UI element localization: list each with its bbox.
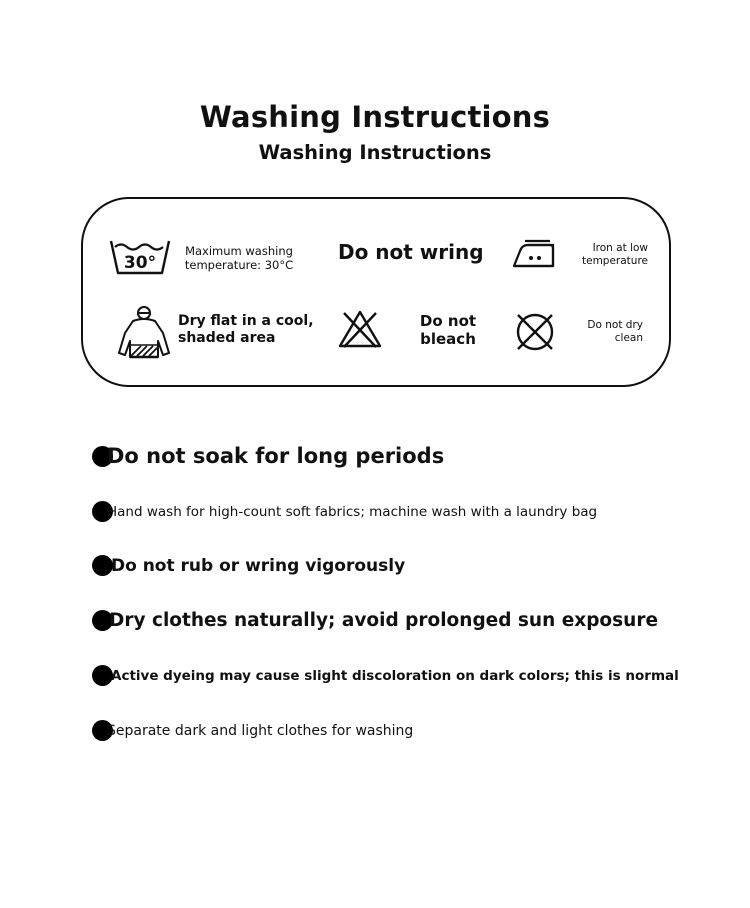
rule-text: Dry clothes naturally; avoid prolonged sun exposure bbox=[109, 610, 658, 631]
rule-item bbox=[92, 720, 413, 741]
no-dry-clean-icon bbox=[514, 311, 556, 353]
wash-temperature-label: Maximum washing temperature: 30°C bbox=[184, 244, 294, 272]
rule-text: Separate dark and light clothes for washing bbox=[107, 722, 414, 739]
rule-text: Do not rub or wring vigorously bbox=[111, 555, 406, 576]
do-not-wring-label: Do not wring bbox=[338, 240, 484, 264]
rule-item bbox=[92, 501, 597, 522]
rule-item bbox=[92, 665, 679, 686]
no-bleach-icon bbox=[338, 309, 382, 349]
no-bleach-label: Do not bleach bbox=[419, 312, 477, 348]
rule-item bbox=[92, 444, 444, 468]
rule-text: Do not soak for long periods bbox=[107, 444, 445, 468]
wash-tub-30-icon bbox=[109, 237, 171, 277]
dry-flat-label: Dry flat in a cool, shaded area bbox=[178, 313, 314, 346]
page-title: Washing Instructions bbox=[199, 100, 551, 134]
page-subtitle: Washing Instructions bbox=[258, 141, 492, 164]
dry-flat-shade-icon bbox=[117, 305, 171, 363]
no-dry-clean-label: Do not dry clean bbox=[587, 319, 643, 344]
wash-temp-label: 30° bbox=[123, 253, 157, 273]
iron-low-heat-icon bbox=[512, 239, 556, 269]
bullet-icon bbox=[92, 555, 113, 576]
rule-text: Active dyeing may cause slight discoloration on dark colors; this is normal bbox=[111, 667, 679, 684]
bullet-icon bbox=[92, 665, 113, 686]
rule-item bbox=[92, 610, 658, 631]
care-symbols-panel bbox=[81, 197, 671, 387]
iron-low-label: Iron at low temperature bbox=[582, 242, 648, 267]
rule-text: Hand wash for high-count soft fabrics; machine wash with a laundry bag bbox=[107, 503, 598, 520]
rule-item bbox=[92, 555, 405, 576]
